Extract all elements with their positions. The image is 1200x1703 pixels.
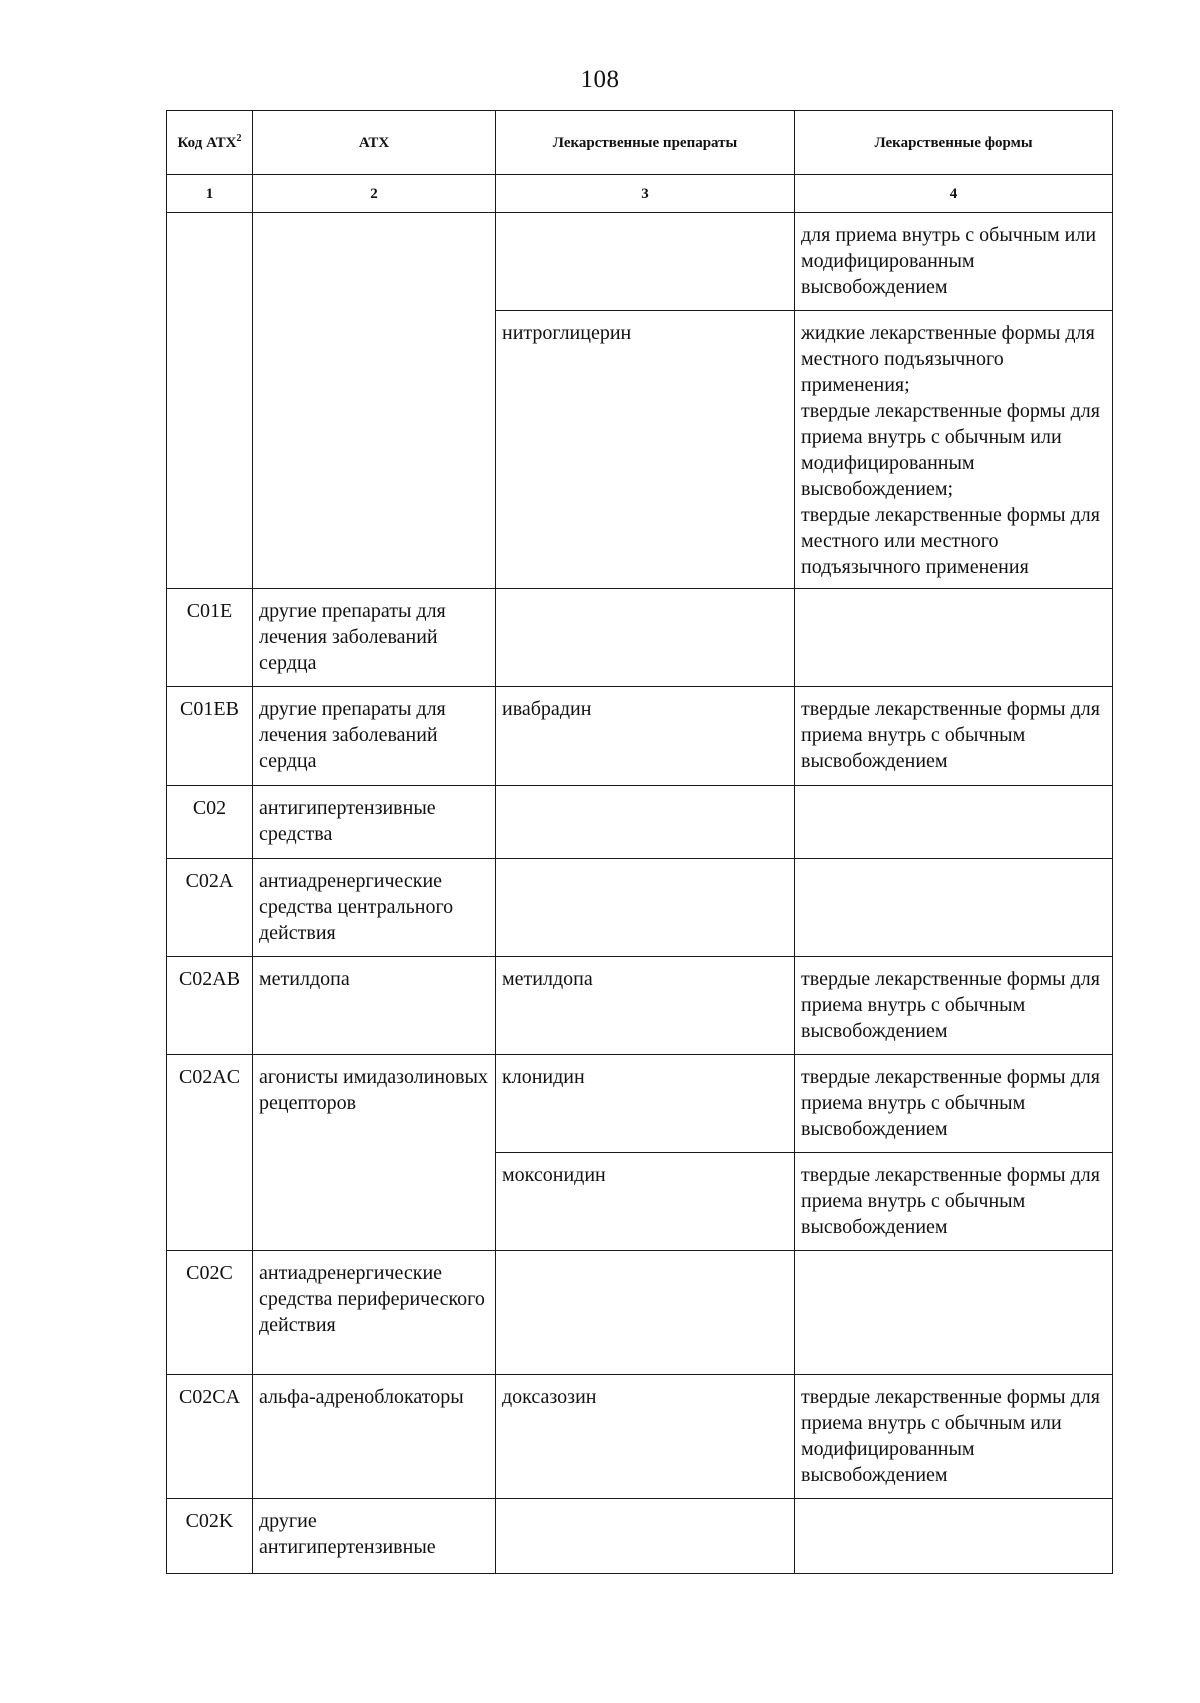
column-number: 3: [496, 175, 795, 213]
table-row: [167, 957, 1113, 1055]
drug-cell: [496, 1499, 795, 1574]
header-atx: АТХ: [253, 111, 496, 175]
code-cell: C01E: [167, 589, 253, 687]
code-cell: C02K: [167, 1499, 253, 1574]
forms-cell: твердые лекарственные формы для приема внутрь с обычным высвобождением: [795, 1055, 1113, 1153]
header-code: Код АТХ$^2$: [167, 111, 253, 175]
atx-cell: антигипертензивные средства: [253, 786, 496, 859]
table-row: [167, 1375, 1113, 1499]
forms-cell: твердые лекарственные формы для приема внутрь с обычным высвобождением: [795, 1153, 1113, 1251]
column-number-row: [167, 175, 1113, 213]
table-row: [167, 687, 1113, 786]
drug-cell: нитроглицерин: [496, 311, 795, 589]
column-number: 4: [795, 175, 1113, 213]
column-number: 1: [167, 175, 253, 213]
code-cell: C02C: [167, 1251, 253, 1375]
forms-cell: твердые лекарственные формы для приема внутрь с обычным или модифицированным высвобождением: [795, 1375, 1113, 1499]
forms-cell: [795, 859, 1113, 957]
forms-cell: [795, 786, 1113, 859]
atx-cell: другие препараты для лечения заболеваний сердца: [253, 589, 496, 687]
drug-cell: клонидин: [496, 1055, 795, 1153]
table-header-row: [167, 111, 1113, 175]
header-drugs: Лекарственные препараты: [496, 111, 795, 175]
code-cell: C02: [167, 786, 253, 859]
drug-cell: [496, 786, 795, 859]
forms-cell: [795, 311, 1113, 589]
atx-cell: антиадренергические средства периферического действия: [253, 1251, 496, 1375]
atx-cell: [253, 213, 496, 589]
table-row: [167, 1251, 1113, 1375]
table-row: [167, 213, 1113, 311]
drug-cell: ивабрадин: [496, 687, 795, 786]
table-row: [167, 1499, 1113, 1574]
code-cell: C02AC: [167, 1055, 253, 1251]
code-cell: C01EB: [167, 687, 253, 786]
drug-cell: моксонидин: [496, 1153, 795, 1251]
forms-cell: твердые лекарственные формы для приема внутрь с обычным высвобождением: [795, 957, 1113, 1055]
forms-line: твердые лекарственные формы для местного или местного подъязычного применения: [801, 504, 1100, 578]
table-row: [167, 1055, 1113, 1153]
atx-cell: метилдопа: [253, 957, 496, 1055]
atx-cell: другие препараты для лечения заболеваний сердца: [253, 687, 496, 786]
drug-cell: [496, 859, 795, 957]
forms-line: твердые лекарственные формы для приема внутрь с обычным или модифицированным высвобождением;: [801, 400, 1100, 500]
atx-cell: агонисты имидазолиновых рецепторов: [253, 1055, 496, 1251]
forms-cell: твердые лекарственные формы для приема внутрь с обычным высвобождением: [795, 687, 1113, 786]
page-number: 108: [580, 66, 620, 93]
drug-cell: [496, 1251, 795, 1375]
drug-cell: [496, 589, 795, 687]
forms-cell: [795, 589, 1113, 687]
header-forms: Лекарственные формы: [795, 111, 1113, 175]
atx-cell: другие антигипертензивные: [253, 1499, 496, 1574]
drug-cell: доксазозин: [496, 1375, 795, 1499]
code-cell: C02CA: [167, 1375, 253, 1499]
atx-cell: альфа-адреноблокаторы: [253, 1375, 496, 1499]
code-cell: [167, 213, 253, 589]
code-cell: C02AB: [167, 957, 253, 1055]
forms-cell: [795, 1499, 1113, 1574]
drug-cell: [496, 213, 795, 311]
footnote-mark: 2: [236, 132, 242, 144]
column-number: 2: [253, 175, 496, 213]
table-row: [167, 589, 1113, 687]
table-row: [167, 859, 1113, 957]
table-row: [167, 786, 1113, 859]
forms-cell: для приема внутрь с обычным или модифицированным высвобождением: [795, 213, 1113, 311]
code-cell: C02A: [167, 859, 253, 957]
forms-line: жидкие лекарственные формы для местного подъязычного применения;: [801, 322, 1095, 396]
atx-cell: антиадренергические средства центрального действия: [253, 859, 496, 957]
forms-cell: [795, 1251, 1113, 1375]
drug-cell: метилдопа: [496, 957, 795, 1055]
atx-table: [166, 110, 1113, 1574]
